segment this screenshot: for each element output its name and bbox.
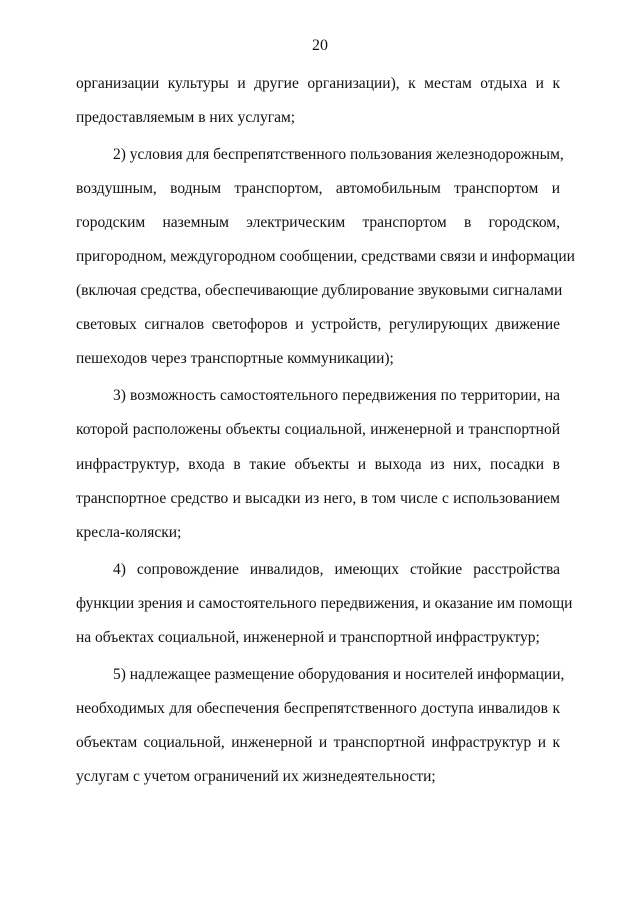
text-line: необходимых для обеспечения беспрепятственного доступа инвалидов к bbox=[76, 700, 560, 717]
text-line: пригородном, междугородном сообщении, средствами связи и информации bbox=[76, 248, 575, 265]
text-line: 2) условия для беспрепятственного пользования железнодорожным, bbox=[113, 146, 564, 163]
text-line: 4) сопровождение инвалидов, имеющих стойкие расстройства bbox=[113, 561, 560, 578]
text-line: воздушным, водным транспортом, автомобильным транспортом и bbox=[76, 180, 560, 197]
text-line: световых сигналов светофоров и устройств, регулирующих движение bbox=[76, 316, 560, 333]
text-line: (включая средства, обеспечивающие дублирование звуковыми сигналами bbox=[76, 282, 563, 299]
text-line: на объектах социальной, инженерной и транспортной инфраструктур; bbox=[76, 629, 540, 646]
text-line: функции зрения и самостоятельного передвижения, и оказание им помощи bbox=[76, 595, 573, 612]
text-line: которой расположены объекты социальной, инженерной и транспортной bbox=[76, 421, 560, 438]
text-line: пешеходов через транспортные коммуникации); bbox=[76, 350, 394, 367]
text-line: предоставляемым в них услугам; bbox=[76, 109, 296, 126]
text-line: городским наземным электрическим транспортом в городском, bbox=[76, 214, 560, 231]
text-line: организации культуры и другие организации), к местам отдыха и к bbox=[76, 75, 560, 92]
text-line: инфраструктур, входа в такие объекты и выхода из них, посадки в bbox=[76, 456, 560, 473]
page-number: 20 bbox=[312, 37, 328, 54]
text-line: 5) надлежащее размещение оборудования и носителей информации, bbox=[113, 666, 565, 683]
text-line: 3) возможность самостоятельного передвижения по территории, на bbox=[113, 387, 560, 404]
text-line: транспортное средство и высадки из него, в том числе с использованием bbox=[76, 490, 560, 507]
text-line: объектам социальной, инженерной и транспортной инфраструктур и к bbox=[76, 734, 560, 751]
text-line: услугам с учетом ограничений их жизнедеятельности; bbox=[76, 768, 436, 785]
text-line: кресла-коляски; bbox=[76, 524, 182, 541]
